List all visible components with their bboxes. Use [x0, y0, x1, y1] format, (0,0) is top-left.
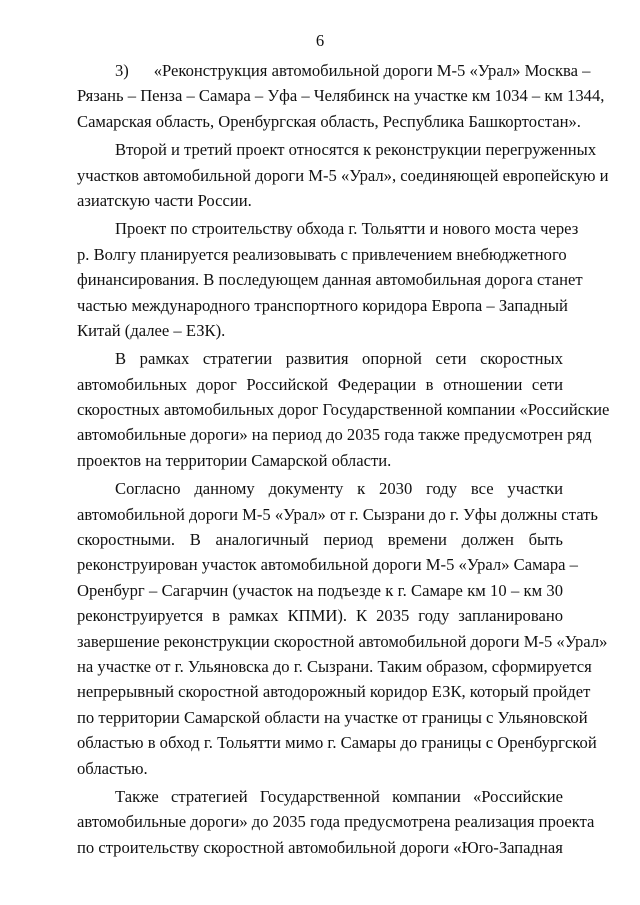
paragraph-line: областью. [77, 758, 148, 778]
paragraph-line: на участке от г. Ульяновска до г. Сызрани. Таким образом, сформируется [77, 656, 592, 676]
paragraph-line: автомобильные дороги» на период до 2035 года также предусмотрен ряд [77, 425, 592, 445]
paragraph [77, 216, 583, 343]
paragraph-line: Проект по строительству обхода г. Тольятти и нового моста через [115, 219, 579, 239]
paragraph-line: реконструирован участок автомобильной дороги М-5 «Урал» Самара – [77, 555, 578, 575]
paragraph-line: завершение реконструкции скоростной автомобильной дороги М-5 «Урал» [77, 631, 608, 651]
paragraph-line: частью международного транспортного коридора Европа – Западный [77, 295, 568, 315]
paragraph [77, 476, 608, 781]
paragraph-line: В рамках стратегии развития опорной сети скоростных [115, 349, 563, 369]
paragraph-line: по строительству скоростной автомобильной дороги «Юго-Западная [77, 837, 563, 857]
paragraph [77, 346, 610, 473]
paragraph-line: участков автомобильной дороги М-5 «Урал», соединяющей европейскую и [77, 165, 609, 185]
body-text [77, 58, 610, 863]
paragraph-line: непрерывный скоростной автодорожный коридор ЕЗК, который пройдет [77, 682, 591, 702]
paragraph-line: по территории Самарской области на участке от границы с Ульяновской [77, 707, 588, 727]
paragraph-line: реконструируется в рамках КПМИ). К 2035 году запланировано [77, 606, 563, 626]
paragraph-line: областью в обход г. Тольятти мимо г. Самары до границы с Оренбургской [77, 733, 597, 753]
paragraph-line: Самарская область, Оренбургская область, Республика Башкортостан». [77, 111, 581, 131]
paragraph-line: р. Волгу планируется реализовывать с привлечением внебюджетного [77, 244, 567, 264]
paragraph-line: финансирования. В последующем данная автомобильная дорога станет [77, 270, 583, 290]
paragraph-line: Второй и третий проект относятся к реконструкции перегруженных [115, 140, 597, 160]
paragraph [77, 58, 605, 134]
paragraph [77, 784, 595, 860]
paragraph-line: Рязань – Пенза – Самара – Уфа – Челябинск на участке км 1034 – км 1344, [77, 86, 605, 106]
paragraph-line: автомобильных дорог Российской Федерации в отношении сети [77, 374, 563, 394]
paragraph-line: Также стратегией Государственной компании «Российские [115, 786, 563, 806]
paragraph-line: Оренбург – Сагарчин (участок на подъезде к г. Самаре км 10 – км 30 [77, 580, 563, 600]
paragraph-line: автомобильные дороги» до 2035 года предусмотрена реализация проекта [77, 812, 595, 832]
page-number: 6 [315, 31, 325, 50]
paragraph-line: Согласно данному документу к 2030 году все участки [115, 479, 563, 499]
paragraph-line: скоростными. В аналогичный период времени должен быть [77, 530, 563, 550]
paragraph [77, 137, 609, 213]
paragraph-line: автомобильной дороги М-5 «Урал» от г. Сызрани до г. Уфы должны стать [77, 504, 598, 524]
paragraph-line: азиатскую части России. [77, 190, 252, 210]
paragraph-line: проектов на территории Самарской области. [77, 450, 392, 470]
paragraph-line: Китай (далее – ЕЗК). [77, 320, 226, 340]
paragraph-line: скоростных автомобильных дорог Государственной компании «Российские [77, 400, 610, 420]
paragraph-line: 3) «Реконструкция автомобильной дороги М-5 «Урал» Москва – [115, 61, 591, 80]
